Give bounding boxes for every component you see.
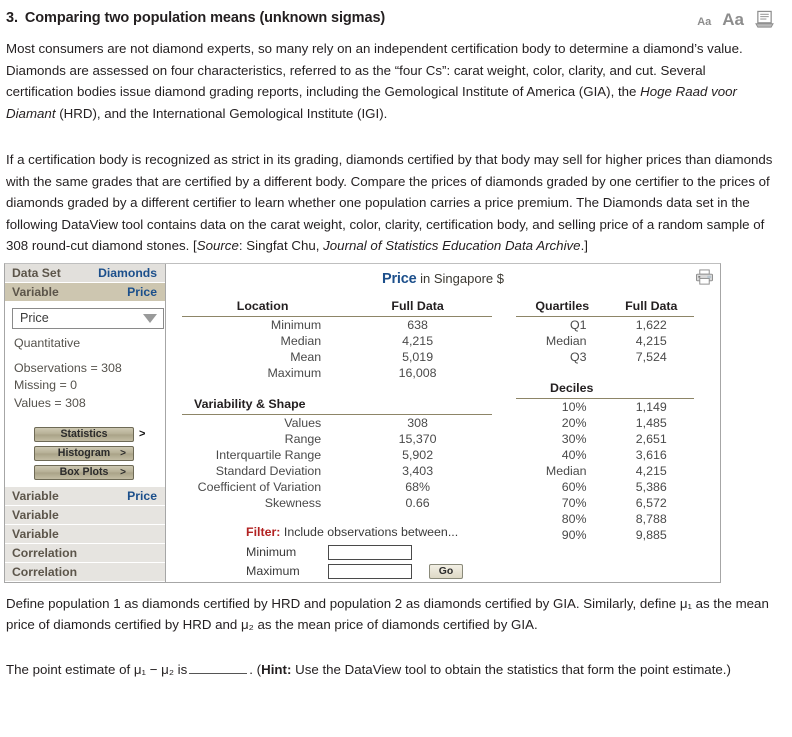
boxplots-button[interactable] bbox=[34, 465, 134, 480]
row-value: 8,788 bbox=[635, 511, 667, 526]
question-title-text: Comparing two population means (unknown sigmas) bbox=[24, 10, 386, 26]
row-label: Median bbox=[545, 333, 587, 348]
question-number: 3. bbox=[6, 10, 18, 26]
sidebar-buttons bbox=[12, 427, 158, 480]
table-row bbox=[516, 333, 694, 349]
variable-counts bbox=[14, 360, 158, 413]
row-label: 40% bbox=[561, 447, 587, 462]
table-row bbox=[182, 495, 492, 511]
variable-row-active[interactable] bbox=[5, 283, 165, 302]
table-header-row bbox=[182, 299, 492, 317]
histogram-button-label: Histogram bbox=[57, 447, 111, 460]
row-value: 6,572 bbox=[635, 495, 667, 510]
stats-title-variable: Price bbox=[382, 270, 417, 287]
variable-select-value: Price bbox=[20, 311, 49, 326]
row-value: 5,902 bbox=[402, 447, 434, 462]
sidebar-item-variable-3[interactable] bbox=[5, 525, 165, 544]
table-header-row bbox=[516, 365, 694, 399]
filter-title bbox=[246, 525, 492, 539]
variability-header-value bbox=[343, 381, 492, 415]
table-row bbox=[182, 349, 492, 365]
row-label: Interquartile Range bbox=[215, 447, 322, 462]
variable-select[interactable] bbox=[12, 308, 164, 329]
table-row bbox=[182, 463, 492, 479]
histogram-button[interactable] bbox=[34, 446, 134, 461]
row-value: 1,149 bbox=[635, 399, 667, 414]
observations-count: Observations = 308 bbox=[14, 360, 122, 375]
chevron-right-icon: > bbox=[120, 466, 126, 478]
p4-part-c: Use the DataView tool to obtain the statistics that form the point estimate.) bbox=[291, 661, 731, 677]
table-row bbox=[182, 365, 492, 381]
table-row bbox=[516, 495, 694, 511]
row-value: 16,008 bbox=[398, 365, 437, 380]
chevron-right-icon: > bbox=[120, 447, 126, 459]
row-label: Mean bbox=[290, 349, 322, 364]
row-label: Median bbox=[545, 463, 587, 478]
paragraph-gap bbox=[6, 139, 774, 149]
paragraph-gap bbox=[6, 651, 774, 659]
sidebar-item-variable-2[interactable] bbox=[5, 506, 165, 525]
paragraph-4 bbox=[6, 659, 774, 681]
p4-part-a: The point estimate of μ₁ − μ₂ is bbox=[6, 661, 188, 677]
statistics-button[interactable] bbox=[34, 427, 134, 442]
filter-maximum-input[interactable] bbox=[328, 564, 412, 579]
sidebar-item-label: Correlation bbox=[12, 564, 78, 579]
row-label: Q3 bbox=[570, 349, 587, 364]
row-label: 60% bbox=[561, 479, 587, 494]
prose-top bbox=[0, 38, 792, 257]
row-value: 638 bbox=[407, 317, 428, 332]
p2-journal-name: Journal of Statistics Education Data Archive bbox=[323, 238, 581, 254]
table-row bbox=[516, 479, 694, 495]
missing-count: Missing = 0 bbox=[14, 378, 78, 393]
quartiles-header-label: Quartiles bbox=[516, 299, 609, 317]
sidebar-item-variable-1[interactable] bbox=[5, 487, 165, 506]
filter-minimum-row bbox=[246, 545, 492, 560]
p1-part-a: Most consumers are not diamond experts, so many rely on an independent certification body to determine a diamond’s value. Diamonds are assessed on four characteristics, referred to as the “four Cs”: carat weight, color, clarity, and cut. Several certification bodies issue diamond grading reports, including the Gemological Institute of America (GIA), the bbox=[6, 41, 743, 100]
table-row bbox=[182, 431, 492, 447]
paragraph-2 bbox=[6, 149, 774, 257]
answer-blank[interactable] bbox=[189, 661, 247, 674]
filter-maximum-label: Maximum bbox=[246, 564, 300, 579]
row-value: 1,622 bbox=[635, 317, 667, 332]
table-header-row bbox=[182, 381, 492, 415]
stats-right-column bbox=[492, 299, 720, 583]
filter-maximum-row bbox=[246, 564, 492, 579]
table-header-row bbox=[516, 299, 694, 317]
dataset-row[interactable] bbox=[5, 264, 165, 283]
deciles-header-label: Deciles bbox=[516, 365, 609, 399]
paragraph-3: Define population 1 as diamonds certified by HRD and population 2 as diamonds certified by GIA. Similarly, define μ₁ as the mean price of diamonds certified by HRD and μ₂ as the mean price of diamonds certified by GIA. bbox=[6, 595, 769, 633]
row-label: Q1 bbox=[570, 317, 587, 332]
statistics-button-label: Statistics bbox=[60, 428, 108, 441]
table-row bbox=[516, 511, 694, 527]
dataset-value: Diamonds bbox=[98, 265, 157, 280]
filter-minimum-input[interactable] bbox=[328, 545, 412, 560]
row-value: 3,616 bbox=[635, 447, 667, 462]
row-value: 1,485 bbox=[635, 415, 667, 430]
variable-value: Price bbox=[127, 284, 157, 299]
row-value: 0.66 bbox=[405, 495, 430, 510]
variable-label: Variable bbox=[12, 284, 59, 299]
sidebar-item-value: Price bbox=[127, 488, 157, 503]
histogram-button-row bbox=[34, 446, 158, 461]
stats-columns bbox=[166, 287, 720, 583]
row-label: Median bbox=[280, 333, 322, 348]
printer-icon[interactable] bbox=[695, 269, 714, 286]
dataview-main bbox=[166, 264, 720, 582]
dataset-label: Data Set bbox=[12, 265, 61, 280]
table-row bbox=[516, 349, 694, 365]
row-value: 5,386 bbox=[635, 479, 667, 494]
table-row bbox=[516, 447, 694, 463]
row-value: 5,019 bbox=[402, 349, 434, 364]
row-label: 20% bbox=[561, 415, 587, 430]
row-value: 4,215 bbox=[635, 463, 667, 478]
table-row bbox=[182, 333, 492, 349]
header-tools bbox=[697, 10, 778, 29]
sidebar-item-label: Variable bbox=[12, 526, 59, 541]
statistics-button-row bbox=[34, 427, 158, 442]
p2-part-b: : Singfat Chu, bbox=[238, 238, 324, 254]
row-label: Coefficient of Variation bbox=[197, 479, 322, 494]
table-row bbox=[516, 527, 694, 543]
row-label: Range bbox=[284, 431, 322, 446]
values-count: Values = 308 bbox=[14, 396, 86, 410]
row-value: 2,651 bbox=[635, 431, 667, 446]
row-label: 70% bbox=[561, 495, 587, 510]
chevron-right-icon: > bbox=[139, 428, 146, 441]
row-value: 3,403 bbox=[402, 463, 434, 478]
row-label: Minimum bbox=[270, 317, 322, 332]
table-row bbox=[516, 398, 694, 415]
table-row bbox=[516, 316, 694, 333]
row-label: Skewness bbox=[264, 495, 322, 510]
row-label: 30% bbox=[561, 431, 587, 446]
filter-section bbox=[182, 525, 492, 579]
stats-title bbox=[166, 264, 720, 287]
sidebar-item-label: Variable bbox=[12, 488, 59, 503]
hint-label: Hint: bbox=[261, 661, 292, 677]
deciles-header-value bbox=[609, 365, 694, 399]
row-label: Standard Deviation bbox=[215, 463, 322, 478]
sidebar-item-label: Variable bbox=[12, 507, 59, 522]
quartiles-header-value: Full Data bbox=[609, 299, 694, 317]
row-value: 9,885 bbox=[635, 527, 667, 542]
stats-title-units: in Singapore $ bbox=[420, 270, 504, 286]
row-label: Maximum bbox=[267, 365, 322, 380]
p2-source-label: Source bbox=[196, 238, 239, 254]
boxplots-button-label: Box Plots bbox=[59, 466, 109, 479]
reader-icon[interactable] bbox=[755, 10, 774, 29]
variable-type: Quantitative bbox=[14, 335, 81, 350]
row-value: 15,370 bbox=[398, 431, 437, 446]
filter-word: Filter: bbox=[246, 524, 281, 539]
row-value: 68% bbox=[405, 479, 430, 494]
p1-italic-term: Hoge Raad voor Diamant bbox=[6, 84, 737, 121]
filter-go-label: Go bbox=[438, 565, 454, 577]
p2-part-c: .] bbox=[580, 238, 588, 254]
chevron-down-icon bbox=[143, 314, 157, 323]
question-header bbox=[0, 0, 792, 38]
p1-part-b: (HRD), and the International Gemological Institute (IGI). bbox=[55, 105, 388, 121]
table-row bbox=[516, 415, 694, 431]
row-value: 4,215 bbox=[402, 333, 434, 348]
sidebar-item-correlation-2[interactable] bbox=[5, 563, 165, 582]
p2-part-a: If a certification body is recognized as strict in its grading, diamonds certified by that body may sell for higher prices than diamonds with the same grades that are certified by a different body. Compare the prices of diamonds graded by one certifier to the prices of diamonds graded by a different certifier to learn whether one population carries a price premium. The Diamonds data set in the following DataView tool contains data on the carat weight, color, clarity, certification body, and selling price of a random sample of 308 round-cut diamond stones. [ bbox=[6, 152, 773, 254]
table-row bbox=[182, 447, 492, 463]
p4-part-b: . ( bbox=[249, 661, 262, 677]
decrease-font-size-button[interactable]: Aa bbox=[697, 16, 712, 28]
table-row bbox=[516, 431, 694, 447]
filter-go-button[interactable] bbox=[429, 564, 463, 579]
row-value: 4,215 bbox=[635, 333, 667, 348]
row-label: 90% bbox=[561, 527, 587, 542]
prose-bottom bbox=[0, 583, 792, 681]
table-row bbox=[182, 479, 492, 495]
sidebar-item-label: Correlation bbox=[12, 545, 78, 560]
quartiles-table bbox=[516, 299, 694, 543]
page-title bbox=[6, 10, 385, 26]
row-label: 10% bbox=[561, 399, 587, 414]
table-row bbox=[516, 463, 694, 479]
boxplots-button-row bbox=[34, 465, 158, 480]
filter-text: Include observations between... bbox=[283, 524, 459, 539]
table-row bbox=[182, 316, 492, 333]
filter-minimum-label: Minimum bbox=[246, 545, 297, 560]
increase-font-size-button[interactable]: Aa bbox=[722, 10, 744, 29]
location-table bbox=[182, 299, 492, 511]
row-label: 80% bbox=[561, 511, 587, 526]
row-label: Values bbox=[284, 415, 322, 430]
row-value: 7,524 bbox=[635, 349, 667, 364]
dataview-sidebar bbox=[5, 264, 166, 582]
paragraph-1 bbox=[6, 38, 774, 124]
variability-header-label: Variability & Shape bbox=[182, 381, 343, 415]
location-header-value: Full Data bbox=[343, 299, 492, 317]
sidebar-item-correlation-1[interactable] bbox=[5, 544, 165, 563]
sidebar-body bbox=[5, 302, 165, 484]
dataview-tool[interactable] bbox=[4, 263, 721, 583]
location-header-label: Location bbox=[182, 299, 343, 317]
table-row bbox=[182, 414, 492, 431]
stats-left-column bbox=[166, 299, 492, 583]
row-value: 308 bbox=[407, 415, 428, 430]
